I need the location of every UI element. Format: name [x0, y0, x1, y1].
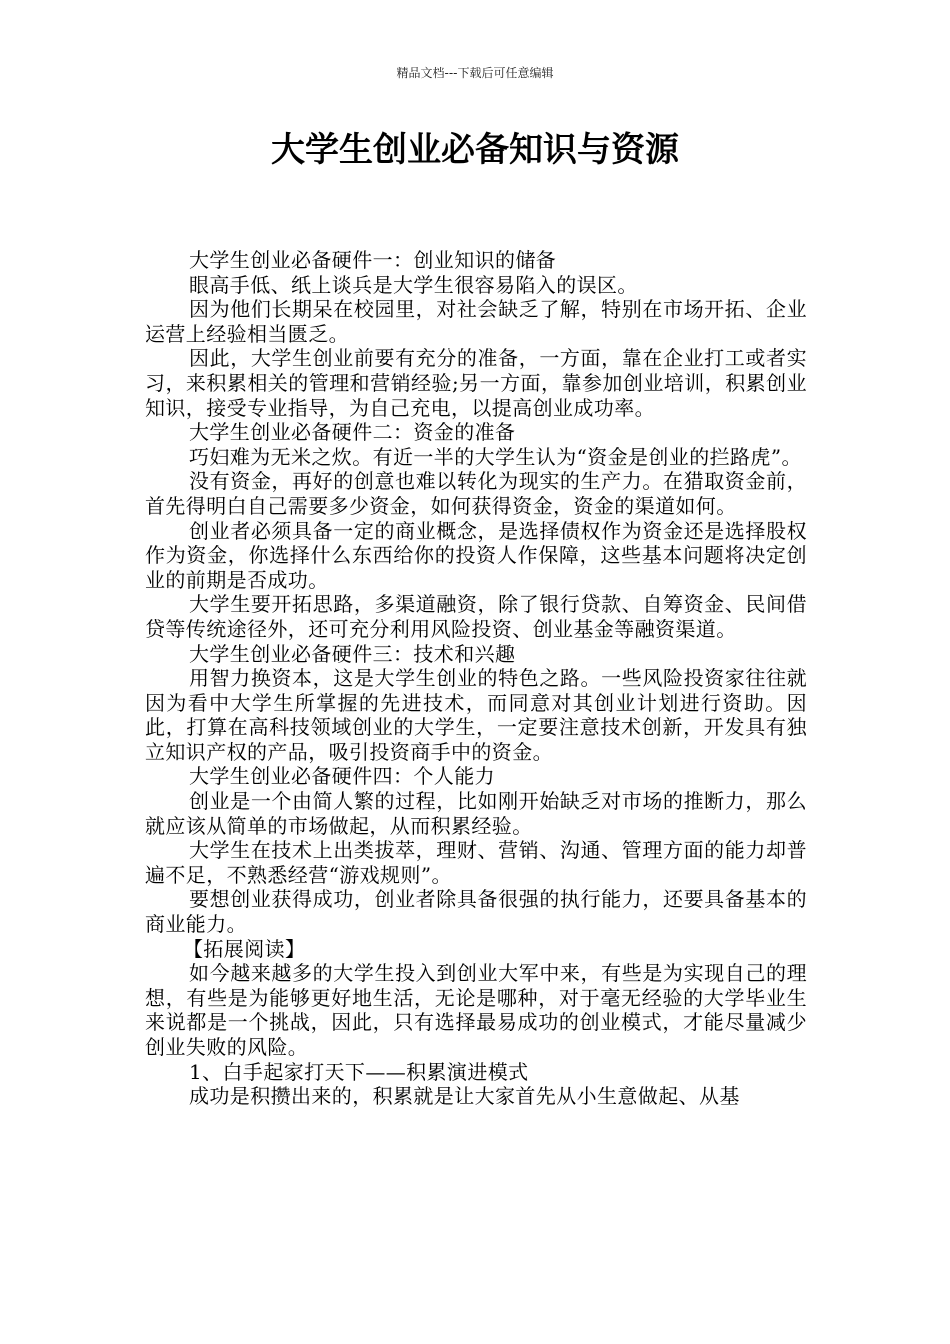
section-heading-4: 大学生创业必备硬件四：个人能力 — [189, 764, 495, 789]
document-body — [145, 248, 807, 1109]
paragraph: 如今越来越多的大学生投入到创业大军中来，有些是为实现自己的理想，有些是为能够更好地生活，无论是哪种，对于毫无经验的大学毕业生来说都是一个挑战，因此，只有选择最易成功的创业模式，才能尽量减少创业失败的风险。 — [145, 961, 807, 1059]
paragraph: 大学生要开拓思路，多渠道融资，除了银行贷款、自筹资金、民间借贷等传统途径外，还可充分利用风险投资、创业基金等融资渠道。 — [145, 592, 807, 641]
paragraph: 因此，大学生创业前要有充分的准备，一方面，靠在企业打工或者实习，来积累相关的管理和营销经验;另一方面，靠参加创业培训，积累创业知识，接受专业指导，为自己充电，以提高创业成功率。 — [145, 346, 807, 420]
paragraph: 创业是一个由简人繁的过程，比如刚开始缺乏对市场的推断力，那么就应该从简单的市场做起，从而积累经验。 — [145, 789, 807, 838]
section-heading-3: 大学生创业必备硬件三：技术和兴趣 — [189, 641, 516, 666]
document-title: 大学生创业必备知识与资源 — [271, 130, 679, 170]
paragraph: 成功是积攒出来的，积累就是让大家首先从小生意做起、从基 — [189, 1084, 740, 1109]
paragraph: 眼高手低、纸上谈兵是大学生很容易陷入的误区。 — [189, 272, 638, 297]
extended-reading-heading: 【拓展阅读】 — [183, 936, 306, 961]
section-heading-2: 大学生创业必备硬件二：资金的准备 — [189, 420, 516, 445]
paragraph: 要想创业获得成功，创业者除具备很强的执行能力，还要具备基本的商业能力。 — [145, 887, 807, 937]
paragraph: 用智力换资本，这是大学生创业的特色之路。一些风险投资家往往就因为看中大学生所掌握的先进技术，而同意对其创业计划进行资助。因此，打算在高科技领域创业的大学生，一定要注意技术创新，开发具有独立知识产权的产品，吸引投资商手中的资金。 — [145, 666, 807, 764]
section-heading-1: 大学生创业必备硬件一：创业知识的储备 — [189, 248, 557, 272]
paragraph: 大学生在技术上出类拔萃，理财、营销、沟通、管理方面的能力却普遍不足，不熟悉经营“游戏规则”。 — [145, 838, 807, 887]
paragraph: 巧妇难为无米之炊。有近一半的大学生认为“资金是创业的拦路虎”。 — [189, 444, 802, 469]
paragraph: 创业者必须具备一定的商业概念，是选择债权作为资金还是选择股权作为资金，你选择什么东西给你的投资人作保障，这些基本问题将决定创业的前期是否成功。 — [145, 518, 807, 592]
subsection-heading-1: 1、白手起家打天下——积累演进模式 — [189, 1059, 529, 1084]
paragraph: 因为他们长期呆在校园里，对社会缺乏了解，特别在市场开拓、企业运营上经验相当匮乏。 — [145, 297, 807, 346]
paragraph: 没有资金，再好的创意也难以转化为现实的生产力。在猎取资金前，首先得明白自己需要多少资金，如何获得资金，资金的渠道如何。 — [145, 469, 807, 518]
page-header-watermark: 精品文档---下载后可任意编辑 — [396, 66, 554, 80]
